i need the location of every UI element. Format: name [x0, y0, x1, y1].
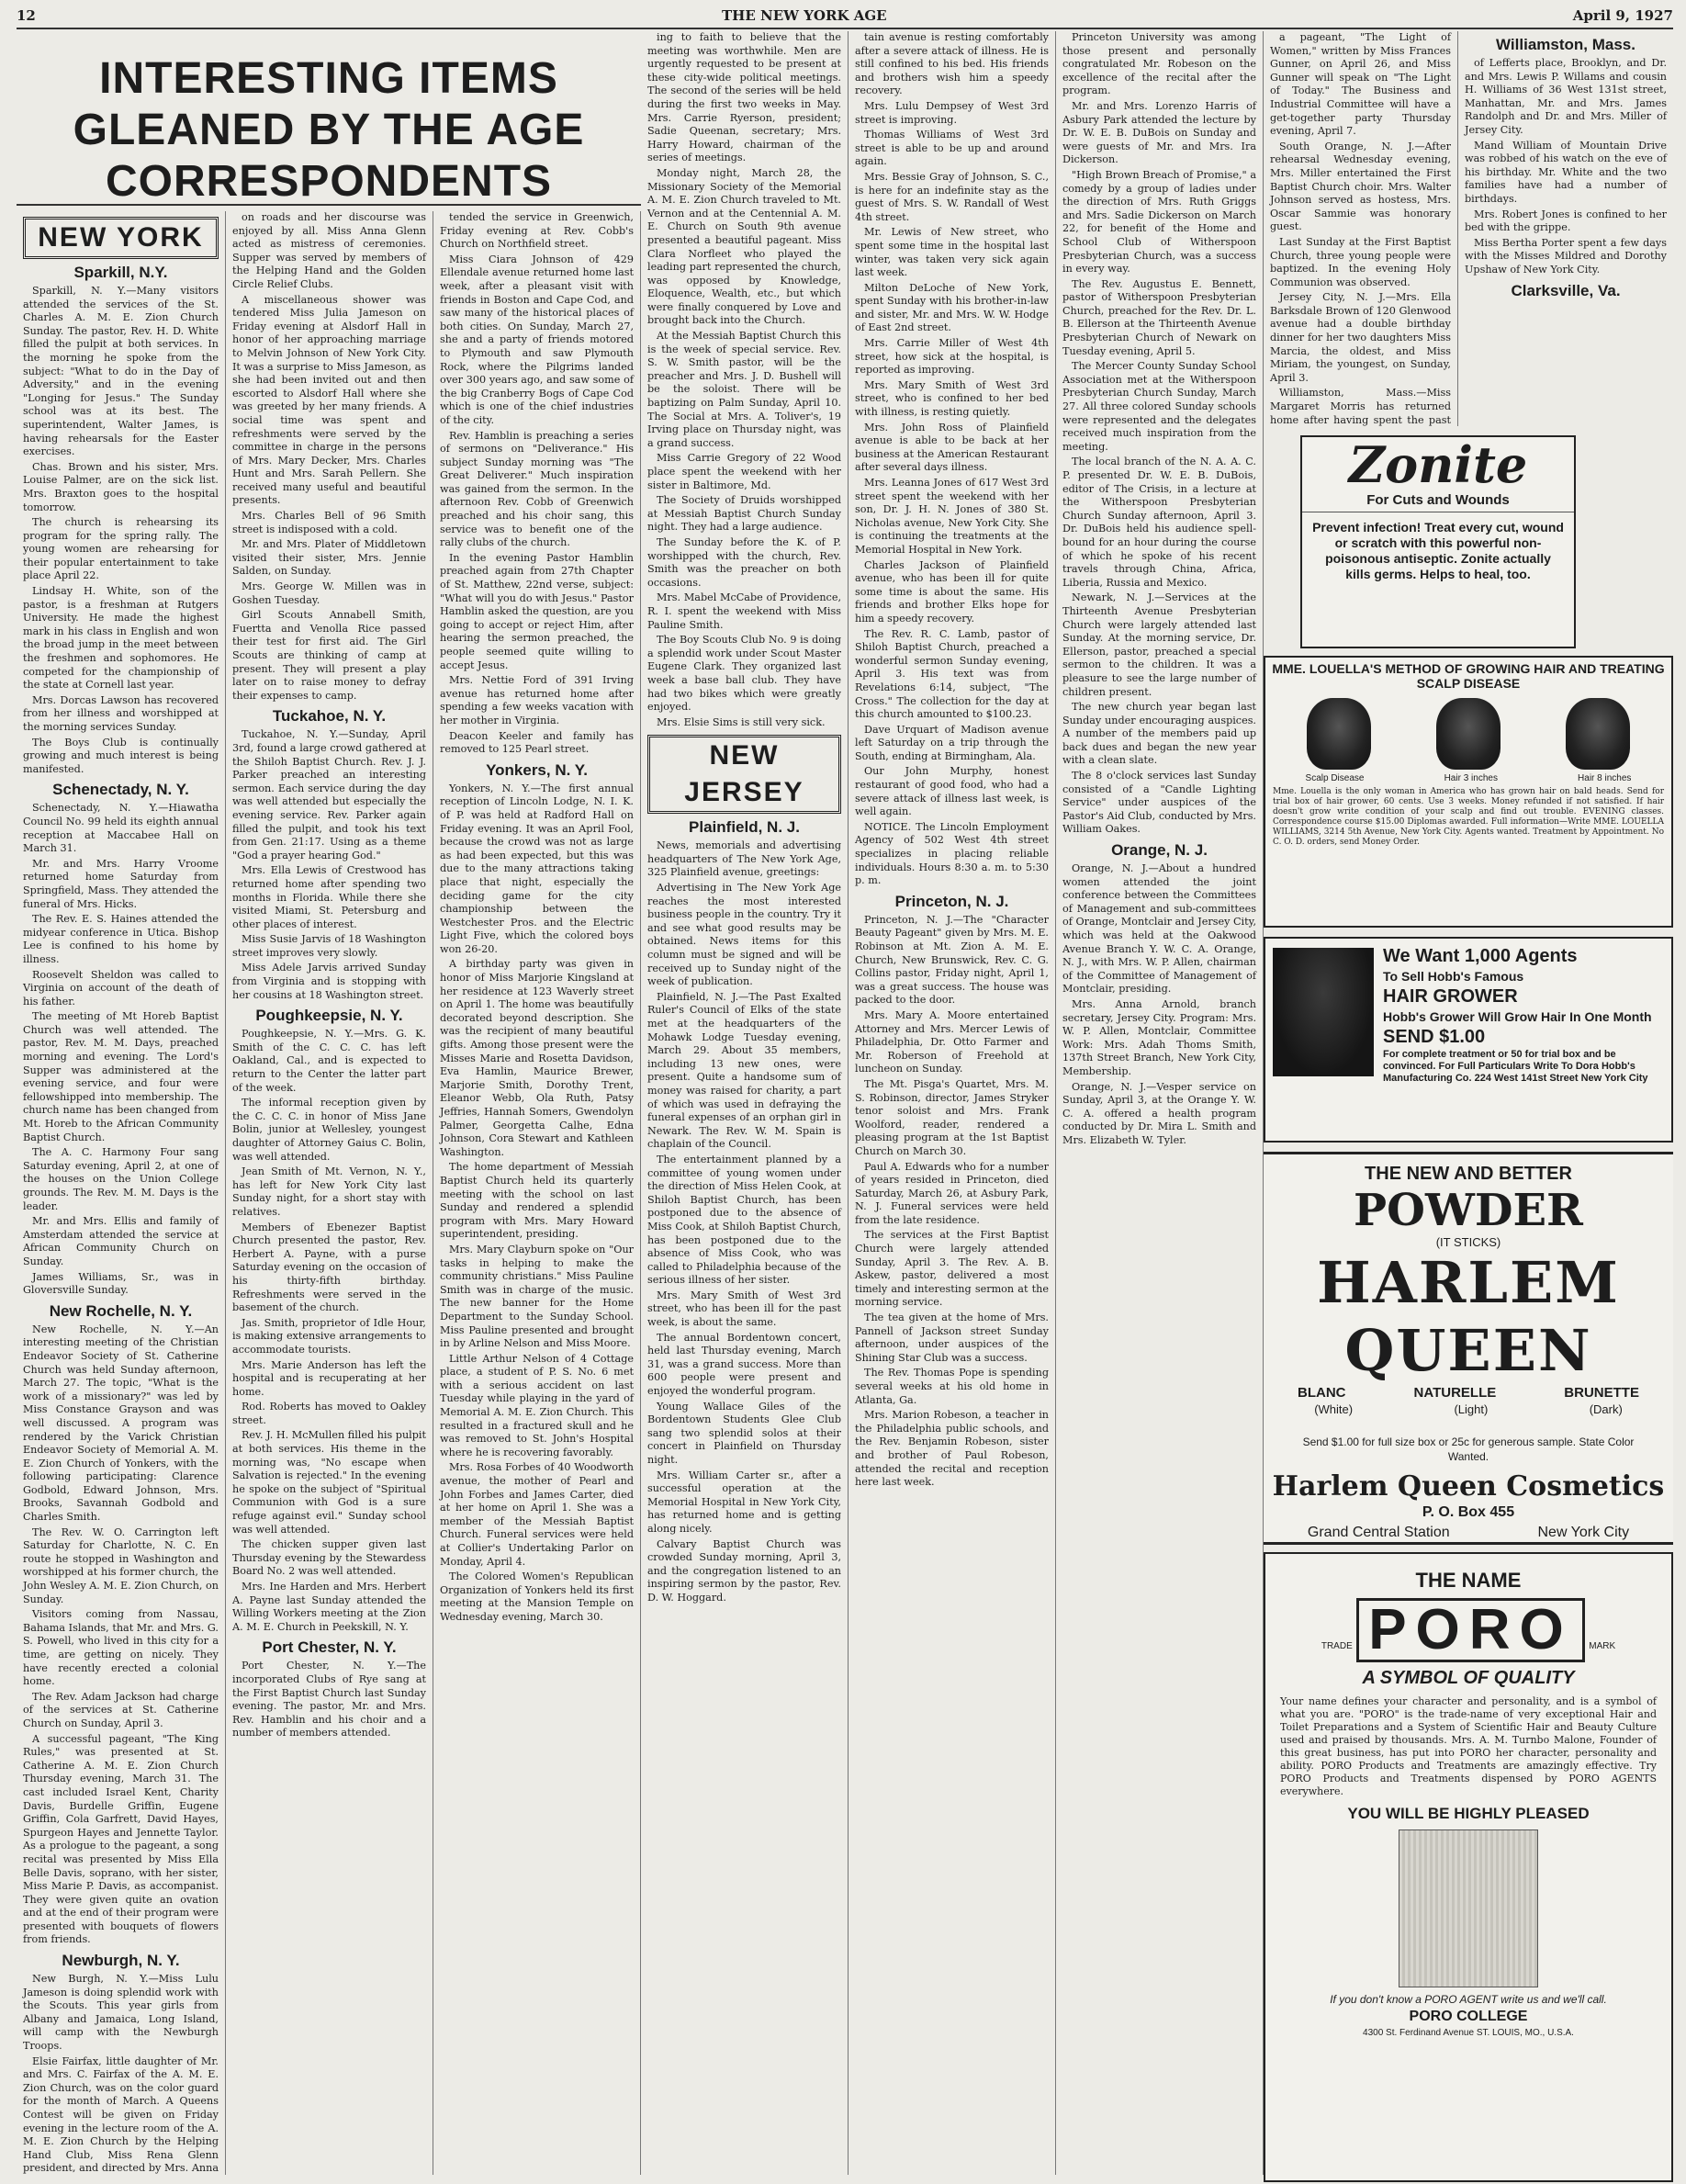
- article-paragraph: The Mt. Pisga's Quartet, Mrs. M. S. Robinson, director, James Stryker tenor soloist and Mrs. Frank Woolford, reader, rendered a pleasing program at the 1st Baptist Church on March 30.: [855, 1077, 1049, 1157]
- section-banner-new-jersey: NEW JERSEY: [647, 735, 841, 814]
- article-paragraph: Calvary Baptist Church was crowded Sunday morning, April 3, and the congregation listened to an inspiring sermon by the pastor, Rev. D. W. Hoggard.: [647, 1537, 841, 1604]
- article-orange: [1062, 862, 1256, 1147]
- hobbs-text: [1383, 944, 1666, 1085]
- caption-3: Hair 8 inches: [1578, 773, 1632, 783]
- article-paragraph: Rod. Roberts has moved to Oakley street.: [232, 1401, 426, 1426]
- column-6: [1056, 31, 1264, 2175]
- article-princeton: [855, 914, 1049, 1490]
- article-paragraph: Mrs. Anna Arnold, branch secretary, Jersey City. Program: Mrs. W. P. Allen, Montclair, Committee Work: Mrs. Adah Thoms Smith, 137th Street Branch, New York City, Membership.: [1062, 997, 1256, 1077]
- article-paragraph: Mrs. Charles Bell of 96 Smith street is indisposed with a cold.: [232, 510, 426, 535]
- article-paragraph: Princeton, N. J.—The "Character Beauty Pageant" given by Mrs. M. E. Robinson at Mt. Zion A. M. E. Church, New Brunswick, Rev. C. G. Collins pastor, Friday night, April 1, was a great success. The house was packed to the door.: [855, 913, 1049, 1007]
- article-paragraph: New Rochelle, N. Y.—An interesting meeting of the Christian Endeavor Society of St. Catherine Church was held Sunday afternoon, March 27. The topic, "What is the work of a missionary?" was led by Miss Constance Grayson and was well discussed. A program was rendered by the Varick Christian Endeavor Society of Memorial A. M. E. Zion Church of Yonkers, with the following participating: Clarence Godbold, Edward Johnson, Mrs. Brooks, Savannah Godbold and Charles Smith.: [23, 1323, 219, 1524]
- article-paragraph: Little Arthur Nelson of 4 Cottage place, a student of P. S. No. 6 met with a serious accident on last Tuesday while playing in the yard of Memorial A. M. E. Zion Church. This resulted in a fractured skull and he was removed to St. John's Hospital where he is recovering favorably.: [440, 1352, 634, 1458]
- article-paragraph: Elsie Fairfax, little daughter of Mr. and Mrs. C. Fairfax of the A. M. E. Zion Church, was on the color guard for the month of March. A Queens Contest will be given on Friday evening in the lecture room of the A. M. E. Zion Church by the Helping Hand Club, Miss Rena Glenn president, and directed by Mrs. Anna: [23, 2055, 219, 2175]
- article-paragraph: The Sunday before the K. of P. worshipped with the church, Rev. Smith was the preacher on both occasions.: [647, 535, 841, 589]
- article-paragraph: Miss Bertha Porter spent a few days with the Misses Mildred and Dorothy Upshaw of New York City.: [1465, 236, 1667, 276]
- hq-box: P. O. Box 455: [1422, 1504, 1515, 1520]
- article-plainfield: [647, 839, 841, 1604]
- article-paragraph: Dave Urquart of Madison avenue left Saturday on a trip through the South, ending at Birmingham, Ala.: [855, 723, 1049, 762]
- article-paragraph: Mrs. Lulu Dempsey of West 3rd street is improving.: [855, 99, 1049, 126]
- column-8: [1458, 31, 1673, 426]
- hobbs-line-4: Hobb's Grower Will Grow Hair In One Month: [1383, 1009, 1652, 1024]
- hq-shade-2-sub: (Light): [1454, 1402, 1489, 1416]
- hq-shade-1-sub: (White): [1314, 1402, 1354, 1416]
- article-paragraph: Deacon Keeler and family has removed to 125 Pearl street.: [440, 729, 634, 756]
- louella-body: Mme. Louella is the only woman in America who has grown hair on bald heads. Send for trial box of hair grower, 60 cents. Use 3 weeks. Money refunded if not satisfied. If hair doesn't grow write condition of your scalp and find out trouble. EVENING classes. Correspondence course $15.00 Diplomas awarded. Full information—Write MME. LOUELLA WILLIAMS, 3214 5th Avenue, New York City. Agents wanted. Treatment by Appointment. No C. O. D. orders, send Money Order.: [1273, 787, 1664, 847]
- article-paragraph: Mrs. Rosa Forbes of 40 Woodworth avenue, the mother of Pearl and John Forbes and James Carter, died at her home on April 1. She was a member of the Messiah Baptist Church. Funeral services were held at Collier's Undertaking Parlor on Monday, April 4.: [440, 1461, 634, 1568]
- town-heading-newburgh: Newburgh, N. Y.: [62, 1952, 180, 1970]
- article-paragraph: tended the service in Greenwich, Friday evening at Rev. Cobb's Church on Northfield street.: [440, 211, 634, 251]
- article-paragraph: Newark, N. J.—Services at the Thirteenth Avenue Presbyterian Church were largely attended last Sunday. At the morning service, Dr. Ellerson, pastor, preached a special sermon to the children. It was a pleasure to see the large number of children present.: [1062, 591, 1256, 698]
- article-paragraph: Mrs. Elsie Sims is still very sick.: [657, 715, 826, 728]
- article-paragraph: The local branch of the N. A. A. C. P. presented Dr. W. E. B. DuBois, editor of The Crisis, in a lecture at the Witherspoon Presbyterian Church Sunday afternoon, April 3. Dr. DuBois held his audience spell-bound for an hour during the course of which he spoke of his recent travels through China, Africa, Liberia, Russia and Mexico.: [1062, 456, 1256, 589]
- page-headline: INTERESTING ITEMS GLEANED BY THE AGE CORRESPONDENTS: [17, 31, 641, 206]
- article-paragraph: Mrs. Marie Anderson has left the hospital and is recuperating at her home.: [232, 1358, 426, 1398]
- town-heading-port-chester: Port Chester, N. Y.: [262, 1638, 397, 1657]
- article-paragraph: Yonkers, N. Y.—The first annual reception of Lincoln Lodge, N. I. K. of P. was held at Radford Hall on Friday evening. It was an April Fool, because the crowd was not as large as had been expected, but this was due to the many attractions taking place that night, especially the deciding game for the city championship between the Westchester Pros. and the Electric Light Five, which the colored boys won 26-20.: [440, 782, 634, 955]
- article-paragraph: Mr. Lewis of New street, who spent some time in the hospital last winter, was taken very sick again last week.: [855, 226, 1049, 279]
- poro-the-name: THE NAME: [1415, 1569, 1522, 1592]
- article-paragraph: The chicken supper given last Thursday evening by the Stewardess Board No. 2 was well attended.: [232, 1538, 426, 1578]
- hq-shade-2: NATURELLE: [1413, 1385, 1497, 1401]
- article-paragraph: Mrs. Dorcas Lawson has recovered from her illness and worshipped at the morning services Sunday.: [23, 693, 219, 733]
- article-paragraph: Mrs. Mary Smith of West 3rd street, who has been ill for the past week, is about the same.: [647, 1289, 841, 1329]
- article-paragraph: Mrs. Robert Jones is confined to her bed with the grippe.: [1465, 208, 1667, 234]
- article-plainfield-cont: [855, 31, 1049, 888]
- portrait-hair-3in: [1436, 698, 1501, 770]
- caption-1: Scalp Disease: [1305, 773, 1365, 783]
- poro-illustration: [1399, 1829, 1538, 1987]
- article-newburgh: [23, 1973, 219, 2175]
- article-paragraph: A successful pageant, "The King Rules," was presented at St. Catherine A. M. E. Zion Church Thursday evening, March 31. The cast included Israel Kent, Charity Davis, Burdelle Griffin, Eugene Griffin, Cola Garfrett, David Hayes, Spurgeon Hayes and Jennette Taylor. As a prologue to the pageant, a song recital was presented by Miss Ella Belle Davis, soprano, with her sister, Miss Marie P. Davis, as accompanist. They were given quite an ovation and at the end of their program were presented with bouquets of flowers from friends.: [23, 1732, 219, 1946]
- article-paragraph: Mrs. George W. Millen was in Goshen Tuesday.: [232, 580, 426, 606]
- article-paragraph: Miss Adele Jarvis arrived Sunday from Virginia and is stopping with her cousins at 18 Washington street.: [232, 962, 426, 1001]
- article-paragraph: Jas. Smith, proprietor of Idle Hour, is making extensive arrangements to accommodate tourists.: [232, 1316, 426, 1356]
- article-williamston: [1465, 57, 1667, 277]
- article-paragraph: Members of Ebenezer Baptist Church presented the pastor, Rev. Herbert A. Payne, with a purse Saturday evening on the occasion of his thirty-fifth birthday. Refreshments were served in the basement of the church.: [232, 1221, 426, 1314]
- ad-louella: [1264, 656, 1673, 928]
- hq-sticks: (IT STICKS): [1435, 1235, 1501, 1249]
- poro-agent: If you don't know a PORO AGENT write us and we'll call.: [1330, 1993, 1607, 2006]
- article-paragraph: The informal reception given by the C. C. C. in honor of Miss Jane Bolin, junior at Wellesley, youngest daughter of Attorney Gaius C. Bolin, was well attended.: [232, 1097, 426, 1163]
- article-paragraph: Mrs. Marion Robeson, a teacher in the Philadelphia public schools, and the Rev. Benjamin Robeson, sister and brother of Paul Robeson, attended the recital and reception here last week.: [855, 1409, 1049, 1489]
- article-paragraph: The 8 o'clock services last Sunday consisted of a "Candle Lighting Service" under auspices of the Pastor's Aid Club, conducted by Mrs. William Oakes.: [1062, 770, 1256, 836]
- page-body: [17, 31, 1673, 2175]
- town-heading-tuckahoe: Tuckahoe, N. Y.: [272, 707, 387, 726]
- article-paragraph: The Rev. Augustus E. Bennett, pastor of Witherspoon Presbyterian Church, preached for the Rev. Dr. L. B. Ellerson at the Thirteenth Avenue Presbyterian Church of Newark on Tuesday evening, April 5.: [1062, 277, 1256, 357]
- article-new-rochelle: [23, 1323, 219, 1947]
- portrait-scalp-disease: [1307, 698, 1371, 770]
- article-paragraph: At the Messiah Baptist Church this is the week of special service. Rev. S. W. Smith pastor, will be the preacher and Mrs. J. D. Bushell will be the soloist. There will be baptizing on Palm Sunday, April 10. The Social at Mrs. A. Toliver's, 19 Irving place on Thursday night, was a grand success.: [647, 330, 841, 449]
- article-paragraph: Mrs. John Ross of Plainfield avenue is able to be back at her business at the American Restaurant after several days illness.: [855, 421, 1049, 474]
- article-paragraph: In the evening Pastor Hamblin preached again from 27th Chapter of St. Matthew, 22nd verse, subject: "What will you do with Jesus." Pastor Hamblin asked the question, are you going to accept or reject Him, after hearing the sermon preached, the people seemed quite willing to accept Jesus.: [440, 551, 634, 671]
- article-paragraph: Lindsay H. White, son of the pastor, is a freshman at Rutgers University. He made the highest mark in his class in English and won the broad jump in the meet between the freshmen and sophomores. He competed for the championship of the state at Cornell last year.: [23, 585, 219, 692]
- hq-send: Send $1.00 for full size box or 25c for generous sample. State Color Wanted.: [1302, 1435, 1635, 1463]
- article-paragraph: News, memorials and advertising headquarters of The New York Age, 325 Plainfield avenue, greetings:: [647, 839, 841, 879]
- poro-logo-wrap: [1265, 1594, 1671, 1666]
- louella-photos: [1265, 694, 1671, 773]
- article-paragraph: The annual Bordentown concert, held last Thursday evening, March 31, was a grand success. More than 600 people were present and enjoyed the wonderful program.: [647, 1331, 841, 1398]
- ad-poro: [1264, 1552, 1673, 2182]
- town-heading-poughkeepsie: Poughkeepsie, N. Y.: [255, 1007, 403, 1025]
- article-paragraph: Our John Murphy, honest restaurant of good food, who had a severe attack of illness last week, is well again.: [855, 765, 1049, 818]
- article-paragraph: The Society of Druids worshipped at Messiah Baptist Church Sunday night. They had a large audience.: [647, 494, 841, 534]
- article-port-chester-cont: [440, 211, 634, 757]
- page-folio: [17, 7, 1673, 29]
- article-paragraph: Paul A. Edwards who for a number of years resided in Princeton, died Saturday, March 26, at Asbury Park, N. J. Funeral services were held from the late residence.: [855, 1160, 1049, 1226]
- article-paragraph: Miss Susie Jarvis of 18 Washington street improves very slowly.: [232, 933, 426, 959]
- louella-captions: [1265, 773, 1671, 784]
- section-banner-new-york: NEW YORK: [23, 217, 219, 259]
- column-7: [1264, 31, 1458, 426]
- article-paragraph: Mrs. Mabel McCabe of Providence, R. I. spent the weekend with Miss Pauline Smith.: [647, 591, 841, 631]
- article-paragraph: Williamston, Mass.—Miss Margaret Morris has returned home after having spent the past: [1270, 387, 1451, 426]
- article-paragraph: Rev. J. H. McMullen filled his pulpit at both services. His theme in the morning was, "No escape when Salvation is rejected." In the evening he spoke on the subject of "Spiritual Communion with God is a sure refuge against evil." Sunday school was well attended.: [232, 1429, 426, 1536]
- hq-powder: POWDER: [1354, 1185, 1583, 1236]
- poro-body: Your name defines your character and personality, and is a symbol of what you are. "PORO" is the trade-name of very exceptional Hair and Toilet Preparations and a System of Scientific Hair and Beauty Culture used and praised by thousands. Mrs. A. M. Turnbo Malone, Founder of this great business, has put into PORO her character, personality and ability. PORO Products and Treatments are amazingly effective. Try PORO Products and Treatments dispensed by PORO AGENTS everywhere.: [1280, 1695, 1657, 1797]
- poro-address: 4300 St. Ferdinand Avenue ST. LOUIS, MO., U.S.A.: [1363, 2028, 1574, 2038]
- article-paragraph: Mr. and Mrs. Plater of Middletown visited their sister, Mrs. Jennie Salden, on Sunday.: [232, 538, 426, 578]
- article-paragraph: a pageant, "The Light of Women," written by Miss Frances Gunner, on April 26, and Miss Gunner will speak on "The Light of Today." The Business and Industrial Committee will have a get-together party Thursday evening, April 7.: [1270, 31, 1451, 138]
- hq-shade-3-sub: (Dark): [1589, 1402, 1623, 1416]
- article-paragraph: NOTICE. The Lincoln Employment Agency of 502 West 4th street specializes in placing reliable individuals. Hours 8:30 a. m. to 5:30 p. m.: [855, 820, 1049, 887]
- poro-pleased: YOU WILL BE HIGHLY PLEASED: [1347, 1805, 1590, 1822]
- town-heading-sparkill: Sparkill, N.Y.: [73, 264, 168, 281]
- article-paragraph: The church is rehearsing its program for the spring rally. The young women are rehearsing for their popular entertainment to take place April 22.: [23, 516, 219, 582]
- article-paragraph: Charles Jackson of Plainfield avenue, who has been ill for quite some time is about the same. His friends and brother Elks hope for him a speedy recovery.: [855, 558, 1049, 625]
- article-paragraph: The services at the First Baptist Church were largely attended Sunday, April 3. The Rev. A. B. Askew, pastor, delivered a most timely and interesting sermon at the morning service.: [855, 1229, 1049, 1309]
- folio-masthead: THE NEW YORK AGE: [722, 7, 887, 24]
- poro-logo: PORO: [1356, 1598, 1585, 1662]
- column-3: [433, 211, 641, 2175]
- ad-zonite: [1300, 435, 1576, 648]
- article-schenectady: [23, 802, 219, 1297]
- article-paragraph: Last Sunday at the First Baptist Church, three young people were baptized. In the evening Holy Communion was observed.: [1270, 235, 1451, 288]
- article-paragraph: Mrs. Nettie Ford of 391 Irving avenue has returned home after spending a few weeks vacation with her mother in Virginia.: [440, 674, 634, 726]
- hq-shade-1: BLANC: [1298, 1385, 1346, 1401]
- article-paragraph: Orange, N. J.—Vesper service on Sunday, April 3, at the Orange Y. W. C. A. offered a health program conducted by Dr. Mira L. Smith and Mrs. Elizabeth W. Tyler.: [1062, 1080, 1256, 1146]
- article-paragraph: A miscellaneous shower was tendered Miss Julia Jameson on Friday evening at Alsdorf Hall in honor of her approaching marriage to Melvin Johnson of New York City. It was a surprise to Miss Jameson, as she had been invited out and then escorted to Alsdorf Hall where she was greeted by her many friends. A social time was spent and refreshments were served by the committee in charge in the persons of Mrs. Mary Decker, Mrs. Charles Hunt and Mrs. Sarah Pellern. She received many useful and beautiful presents.: [232, 293, 426, 507]
- article-paragraph: The Rev. W. O. Carrington left Saturday for Charlotte, N. C. En route he stopped in Washington and worshipped at his former church, the John Wesley A. M. E. Zion Church, on Sunday.: [23, 1525, 219, 1605]
- article-paragraph: Tuckahoe, N. Y.—Sunday, April 3rd, found a large crowd gathered at the Shiloh Baptist Church. Rev. J. J. Parker preached an interesting sermon. Each service during the day was well attended but especially the evening service. Rev. Parker again filled the pulpit, and took his text from Gen. 21:17. Using as a theme "God a prayer hearing God.": [232, 728, 426, 861]
- town-heading-princeton: Princeton, N. J.: [894, 892, 1009, 910]
- hq-address: [1264, 1525, 1673, 1541]
- louella-title: MME. LOUELLA'S METHOD OF GROWING HAIR AND TREATING SCALP DISEASE: [1272, 661, 1665, 691]
- town-heading-orange: Orange, N. J.: [1111, 841, 1208, 860]
- hq-city: New York City: [1537, 1525, 1630, 1540]
- article-yonkers: [440, 782, 634, 1625]
- town-heading-clarksville: Clarksville, Va.: [1511, 281, 1621, 299]
- article-paragraph: Orange, N. J.—About a hundred women attended the joint conference between the Committees of Management and sub-committees of Orange, Montclair and Jersey City, which was held at the Oakwood Avenue Branch Y. W. C. A. Orange, N. J., with Mrs. W. P. Allen, chairman of the Committee of Management of Montclair, presiding.: [1062, 862, 1256, 996]
- article-paragraph: Mrs. Ella Lewis of Crestwood has returned home after spending two months in Florida. While there she visited Miami, St. Petersburg and other places of interest.: [232, 864, 426, 930]
- article-paragraph: The Rev. Thomas Pope is spending several weeks at his old home in Atlanta, Ga.: [855, 1367, 1049, 1406]
- article-paragraph: Mand William of Mountain Drive was robbed of his watch on the eve of his birthday. Mr. White and the two families have had a number of birthdays.: [1465, 139, 1667, 205]
- article-paragraph: Mrs. Leanna Jones of 617 West 3rd street spent the weekend with her son, Dr. J. H. N. Jones of 380 St. Nicholas avenue, New York City. She is continuing the treatments at the Memorial Hospital in New York.: [855, 477, 1049, 556]
- article-paragraph: The Rev. E. S. Haines attended the midyear conference in Utica. Bishop Lee is confined to his home by illness.: [23, 913, 219, 965]
- article-paragraph: on roads and her discourse was enjoyed by all. Miss Anna Glenn acted as mistress of ceremonies. Supper was served by members of the Helping Hand and the Golden Circle Relief Clubs.: [232, 211, 426, 290]
- article-paragraph: Port Chester, N. Y.—The incorporated Clubs of Rye sang at the First Baptist Church last Sunday evening. The pastor, Mr. and Mrs. Rev. Hamblin and his choir and a number of members attended.: [232, 1660, 426, 1739]
- article-paragraph: Mrs. Bessie Gray of Johnson, S. C., is here for an indefinite stay as the guest of Mrs. S. W. Randall of West 4th street.: [855, 170, 1049, 223]
- hq-station: Grand Central Station: [1307, 1525, 1450, 1540]
- column-2: [226, 211, 433, 2175]
- folio-page-number: 12: [17, 7, 36, 24]
- article-newburgh-cont: [232, 211, 426, 703]
- article-paragraph: of Lefferts place, Brooklyn, and Dr. and Mrs. Lewis P. Willams and cousin H. Williams of 36 West 131st street, Manhattan, Mr. and Mrs. James Randolph and Dr. and Mrs. Miller of Jersey City.: [1465, 57, 1667, 136]
- article-paragraph: New Burgh, N. Y.—Miss Lulu Jameson is doing splendid work with the Scouts. This year girls from Albany and Jamaica, Long Island, will camp with the Newburgh Troops.: [23, 1973, 219, 2053]
- article-paragraph: Jean Smith of Mt. Vernon, N. Y., has left for New York City last Sunday night, for a short stay with relatives.: [232, 1165, 426, 1218]
- article-paragraph: Young Wallace Giles of the Bordentown Students Glee Club sang two splendid solos at their concert in Plainfield on Thursday night.: [647, 1400, 841, 1466]
- article-paragraph: Miss Carrie Gregory of 22 Wood place spent the weekend with her sister in Baltimore, Md.: [647, 452, 841, 491]
- article-paragraph: The Colored Women's Republican Organization of Yonkers held its first meeting at the Mansion Temple on Wednesday evening, March 30.: [440, 1570, 634, 1623]
- article-paragraph: Chas. Brown and his sister, Mrs. Louise Palmer, are on the sick list. Mrs. Braxton goes to the hospital tomorrow.: [23, 460, 219, 513]
- town-heading-yonkers: Yonkers, N. Y.: [486, 760, 588, 779]
- column-1: [17, 211, 226, 2175]
- article-paragraph: James Williams, Sr., was in Gloversville Sunday.: [23, 1270, 219, 1297]
- article-paragraph: Milton DeLoche of New York, spent Sunday with his brother-in-law and sister, Mr. and Mrs. W. W. Hodge of East 2nd street.: [855, 281, 1049, 334]
- caption-2: Hair 3 inches: [1444, 773, 1498, 783]
- town-heading-new-rochelle: New Rochelle, N. Y.: [49, 1301, 193, 1320]
- article-paragraph: Roosevelt Sheldon was called to Virginia on account of the death of his father.: [23, 968, 219, 1008]
- article-tuckahoe: [232, 728, 426, 1002]
- column-4: [641, 31, 849, 2175]
- poro-college: PORO COLLEGE: [1409, 2009, 1528, 2024]
- zonite-subtitle: For Cuts and Wounds: [1366, 492, 1510, 508]
- article-paragraph: Mrs. Mary A. Moore entertained Attorney and Mrs. Mercer Lewis of Philadelphia, Dr. Otto Farmer and Mr. Roberson of Freehold at luncheon on Sunday.: [855, 1008, 1049, 1075]
- article-paragraph: Jersey City, N. J.—Mrs. Ella Barksdale Brown of 120 Glenwood avenue had a double birthday dinner for her two daughters Miss Marcia, the oldest, and Miss Miriam, the youngest, on Sunday, April 3.: [1270, 291, 1451, 384]
- article-paragraph: Schenectady, N. Y.—Hiawatha Council No. 99 held its eighth annual reception at Maccabee Hall on March 31.: [23, 802, 219, 855]
- town-heading-plainfield: Plainfield, N. J.: [689, 818, 800, 837]
- article-paragraph: Mr. and Mrs. Ellis and family of Amsterdam attended the service at African Community Church on Sunday.: [23, 1215, 219, 1267]
- hobbs-portrait: [1273, 948, 1374, 1076]
- article-paragraph: Rev. Hamblin is preaching a series of sermons on "Deliverance." His subject Sunday morning was "The Great Deliverer." Much inspiration was gained from the sermon. In the afternoon Rev. Cobb of Greenwich preached and his choir sang, this service was to benefit one of the rally clubs of the church.: [440, 429, 634, 549]
- article-paragraph: Mrs. William Carter sr., after a successful operation at the Memorial Hospital in New York City, has returned home and is getting along nicely.: [647, 1469, 841, 1535]
- hobbs-line-6: For complete treatment or 50 for trial box and be convinced. For Full Particulars Write To Dora Hobb's Manufacturing Co. 224 West 141st Street New York City: [1383, 1049, 1648, 1084]
- town-heading-schenectady: Schenectady, N. Y.: [52, 781, 189, 799]
- article-paragraph: Monday night, March 28, the Missionary Society of the Memorial A. M. E. Zion Church traveled to Mt. Vernon and at the Centennial A. M. E. Church on South 9th avenue presented a beautiful pageant. Miss Clara Norfleet who played the leading part represented the church, was opposed by Knowledge, Eloquence, Wealth, etc., but which were finally conquered by Love and brought back into the Church.: [647, 166, 841, 327]
- article-paragraph: Advertising in The New York Age reaches the most interested business people in the country. Try it and see what good results may be obtained. News items for this column must be signed and will be received up to Sunday night of the week of publication.: [647, 882, 841, 988]
- article-paragraph: The Boy Scouts Club No. 9 is doing a splendid work under Scout Master Eugene Clark. They organized last week a base ball club. They have had two bikes which were greatly enjoyed.: [647, 634, 841, 714]
- hobbs-line-1: We Want 1,000 Agents: [1383, 946, 1578, 966]
- article-paragraph: South Orange, N. J.—After rehearsal Wednesday evening, Mrs. Miller entertained the First Baptist Church choir. Mrs. Walter Johnson served as hostess, Mrs. Oscar Sammie was honorary guest.: [1270, 140, 1451, 233]
- hq-company: Harlem Queen Cosmetics: [1272, 1470, 1665, 1503]
- article-paragraph: Mrs. Ine Harden and Mrs. Herbert A. Payne last Sunday attended the Willing Workers meeting at the Zion A. M. E. Church in Peekskill, N. Y.: [232, 1581, 426, 1633]
- hobbs-line-5: SEND $1.00: [1383, 1027, 1486, 1047]
- article-paragraph: ing to faith to believe that the meeting was worthwhile. Men are urgently requested to be present at these city-wide political meetings. The second of the series will be held during the first two weeks in May. Mrs. Carrie Ryerson, president; Sadie Queenan, secretary; Mrs. Harry Howard, chairman of the series of meetings.: [647, 31, 841, 164]
- article-paragraph: Mr. and Mrs. Lorenzo Harris of Asbury Park attended the lecture by Dr. W. E. B. DuBois on Sunday and were guests of Mr. and Mrs. Ira Dickerson.: [1062, 99, 1256, 166]
- portrait-hair-8in: [1566, 698, 1630, 770]
- article-paragraph: Thomas Williams of West 3rd street is able to be up and around again.: [855, 129, 1049, 168]
- article-yonkers-cont: [647, 31, 841, 729]
- hq-shades: [1264, 1385, 1673, 1402]
- town-heading-williamston: Williamston, Mass.: [1496, 36, 1635, 53]
- article-paragraph: Visitors coming from Nassau, Bahama Islands, that Mr. and Mrs. G. S. Powell, who lived in this city for a time, are getting on nicely. They have recently erected a colonial home.: [23, 1608, 219, 1688]
- article-port-chester: [232, 1660, 426, 1740]
- article-paragraph: Miss Ciara Johnson of 429 Ellendale avenue returned home last week, after a pleasant visit with friends in Boston and Cape Cod, and saw many of the historical places of both cities. On Sunday, March 27, she and a party of friends motored to Plymouth and saw Plymouth Rock, where the Pilgrims landed over 300 years ago, and saw some of the big Cranberry Bogs of Cape Cod which is one of the chief industries of the city.: [440, 253, 634, 426]
- poro-symbol: A SYMBOL OF QUALITY: [1362, 1668, 1575, 1688]
- article-paragraph: Mrs. Carrie Miller of West 4th street, how sick at the hospital, is reported as improving.: [855, 337, 1049, 377]
- zonite-body: Prevent infection! Treat every cut, wound or scratch with this powerful non-poisonous antiseptic. Zonite actually kills germs. Helps to heal, too.: [1312, 520, 1564, 581]
- article-paragraph: The tea given at the home of Mrs. Pannell of Jackson street Sunday afternoon, under auspices of the Shining Star Club was a success.: [855, 1312, 1049, 1364]
- hq-shades-sub: [1264, 1402, 1673, 1418]
- article-paragraph: The entertainment planned by a committee of young women under the direction of Miss Helen Cook, at Shiloh Baptist Church, has been postponed due to the absence of Miss Cook, at Shiloh Baptist Church, has been postponed due to the absence of Miss Cook, who was called to Philadelphia because of the serious illness of her sister.: [647, 1153, 841, 1287]
- article-paragraph: Mrs. Mary Clayburn spoke on "Our tasks in helping to make the community christians." Miss Pauline Smith was in charge of the music. The new banner for the Home Department to the Sunday School. Miss Pauline presented and brought in by Arline Nelson and Miss Moore.: [440, 1243, 634, 1350]
- article-paragraph: The meeting of Mt Horeb Baptist Church was well attended. The pastor, Rev. M. M. Days, preached morning and evening. The Lord's Supper was administered at the evening service, and four were fellowshipped into membership. The church name has been changed from Mt. Horeb to the African Community Baptist Church.: [23, 1010, 219, 1143]
- article-paragraph: Mr. and Mrs. Harry Vroome returned home Saturday from Springfield, Mass. They attended the funeral of Mrs. Hicks.: [23, 857, 219, 910]
- folio-date: April 9, 1927: [1572, 7, 1673, 24]
- article-paragraph: Poughkeepsie, N. Y.—Mrs. G. K. Smith of the C. C. C. has left Oakland, Cal., and is expected to return to the Center the latter part of the week.: [232, 1028, 426, 1094]
- article-paragraph: The home department of Messiah Baptist Church held its quarterly meeting with the school on last Sunday and rendered a splendid program with Mrs. Mary Howard superintendent, presiding.: [440, 1161, 634, 1241]
- article-poughkeepsie: [232, 1028, 426, 1634]
- ad-harlem-queen: [1264, 1152, 1673, 1545]
- article-paragraph: "High Brown Breach of Promise," a comedy by a group of ladies under the direction of Mrs. Ruth Griggs and Mrs. Sadie Dickerson on March 22, for benefit of the Home and School Club of Witherspoon Presbyterian Church, was a success in every way.: [1062, 168, 1256, 276]
- article-paragraph: Sparkill, N. Y.—Many visitors attended the services of the St. Charles A. M. E. Zion Church Sunday. The pastor, Rev. H. D. White filled the pulpit at both services. In the morning he spoke from the subject: "What to do in the Day of Adversity," and in the evening "Longing for Jesus." The Sunday school was at its best. The superintendent, Walter James, is having rehearsals for the Easter exercises.: [23, 285, 219, 458]
- article-sparkill: [23, 285, 219, 776]
- hq-title: HARLEM QUEEN: [1317, 1249, 1620, 1384]
- article-paragraph: The A. C. Harmony Four sang Saturday evening, April 2, at one of the houses on the Union College grounds. The Rev. M. M. Days is the leader.: [23, 1146, 219, 1212]
- article-paragraph: A birthday party was given in honor of Miss Marjorie Kingsland at her residence at 123 Waverly street on April 1. The home was beautifully decorated beyond description. She was the recipient of many beautiful gifts. Among those present were the Misses Marie and Rosetta Davidson, Eva Hamlin, Maurice Brewer, Marjorie Smith, Dorothy Trent, Eleanor Webb, Ola Ruth, Patsy Jeffries, Hannah Somers, Gwendolyn Palmer, Georgetta Calhe, Edna Johnson, Cora Stewart and Kathleen Washington.: [440, 958, 634, 1158]
- hobbs-line-2: To Sell Hobb's Famous: [1383, 969, 1524, 984]
- zonite-logo: Zonite: [1348, 435, 1528, 494]
- article-princeton-cont: [1062, 31, 1256, 837]
- hq-shade-3: BRUNETTE: [1564, 1385, 1639, 1401]
- poro-mark: MARK: [1589, 1641, 1616, 1651]
- article-paragraph: Princeton University was among those present and personally congratulated Mr. Robeson on the excellence of the recital after the program.: [1062, 31, 1256, 97]
- article-paragraph: The Rev. Adam Jackson had charge of the services at St. Catherine Church on Sunday, April 3.: [23, 1690, 219, 1729]
- hq-top: THE NEW AND BETTER: [1365, 1164, 1572, 1184]
- article-paragraph: The Boys Club is continually growing and much interest is being manifested.: [23, 736, 219, 775]
- article-paragraph: The new church year began last Sunday under encouraging auspices. A number of the members paid up back dues and began the new year with a clean slate.: [1062, 701, 1256, 767]
- article-paragraph: The Mercer County Sunday School Association met at the Witherspoon Presbyterian Church Sunday, March 27. All three colored Sunday schools were represented and the delegates received much inspiration from the meeting.: [1062, 360, 1256, 453]
- article-paragraph: The Rev. R. C. Lamb, pastor of Shiloh Baptist Church, preached a wonderful sermon Sunday evening, April 3. His text was from Revelations 6:14, subject, "The Cross." The collection for the day at this church amounted to $100.23.: [855, 627, 1049, 721]
- article-orange-cont: [1270, 31, 1451, 426]
- hobbs-line-3: HAIR GROWER: [1383, 986, 1518, 1007]
- article-paragraph: Girl Scouts Annabell Smith, Fuertta and Venolla Rice passed their test for first aid. The Girl Scouts are thinking of camp at present. They will present a play later on to raise money to defray their expenses to camp.: [232, 609, 426, 702]
- column-5: [849, 31, 1056, 2175]
- article-paragraph: Mrs. Mary Smith of West 3rd street, who is confined to her bed with illness, is resting quietly.: [855, 378, 1049, 419]
- article-paragraph: Plainfield, N. J.—The Past Exalted Ruler's Council of Elks of the state met at the headquarters of the Mohawk Lodge Tuesday evening, March 29. About 35 members, including 13 new ones, were present. Quite a handsome sum of money was raised for charity, a part of which was used in defraying the funeral expenses of an orphan girl in Newark. The Rev. W. M. Spain is chaplain of the Council.: [647, 990, 841, 1151]
- article-paragraph: tain avenue is resting comfortably after a severe attack of illness. He is still confined to his bed. His friends and brothers wish him a speedy recovery.: [855, 31, 1049, 97]
- poro-trade: TRADE: [1321, 1641, 1353, 1651]
- ad-hobbs: [1264, 937, 1673, 1143]
